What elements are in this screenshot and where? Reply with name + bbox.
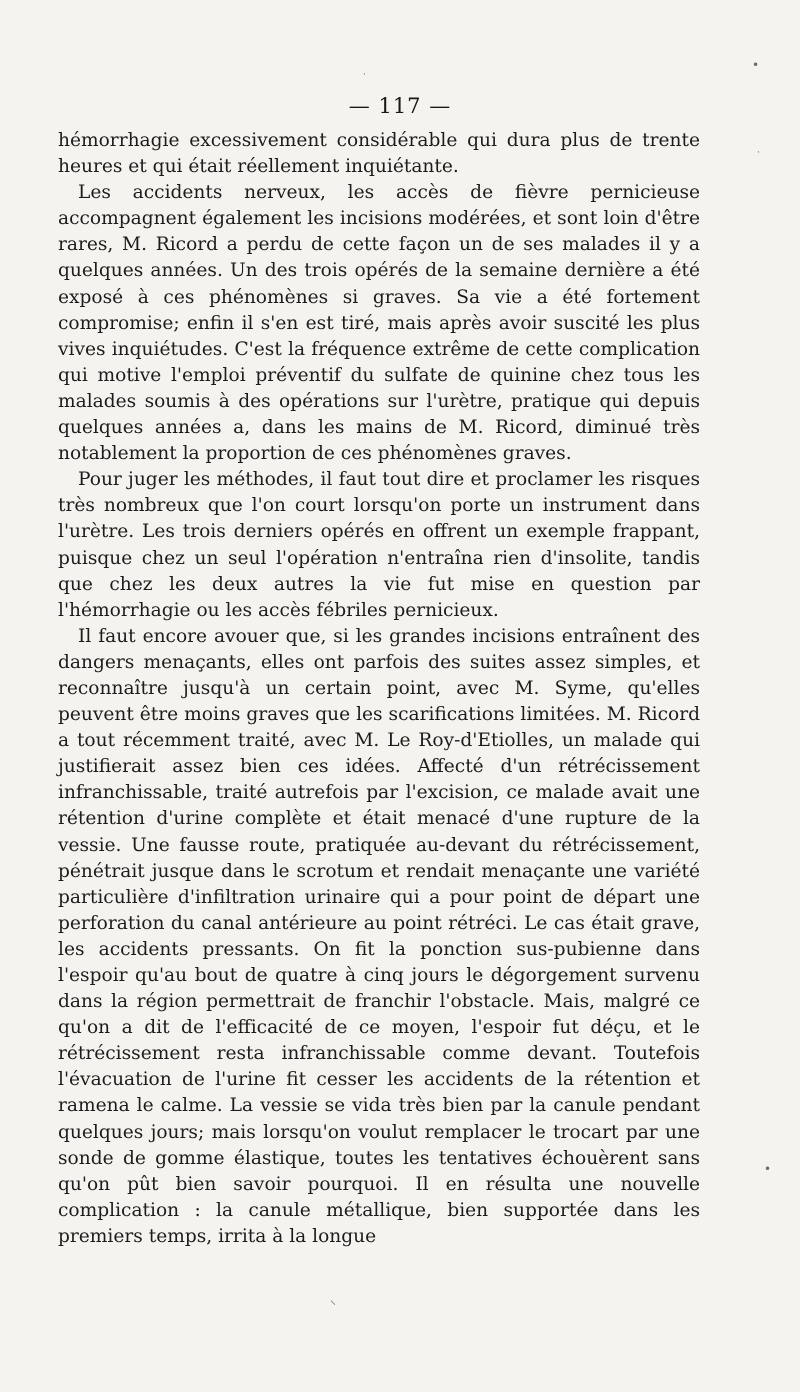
scan-speck: · xyxy=(757,148,760,158)
paragraph: Les accidents nerveux, les accès de fièvre pernicieuse accompagnent également les incisions modérées, et sont loin d'être rares, M. Ricord a perdu de cette façon un de ses malades il y a quelques années. Un des trois opérés de la semaine dernière a été exposé à ces phénomènes si graves. Sa vie a été fortement compromise; enfin il s'en est tiré, mais après avoir suscité les plus vives inquiétudes. C'est la fréquence extrême de cette complication qui motive l'emploi préventif du sulfate de quinine chez tous les malades soumis à des opérations sur l'urètre, pratique qui depuis quelques années a, dans les mains de M. Ricord, diminué très notablement la proportion de ces phénomènes graves. xyxy=(58,182,700,465)
paragraph-continuation: hémorrhagie excessivement considérable qui dura plus de trente heures et qui était réellement inquiétante. xyxy=(58,130,700,178)
scan-speck: • xyxy=(764,1162,772,1176)
scan-speck: ⸌ xyxy=(330,1298,337,1312)
body-text xyxy=(58,128,700,1250)
page-number: — 117 — xyxy=(348,94,452,118)
scan-speck: · xyxy=(363,70,366,80)
paragraph: Pour juger les méthodes, il faut tout dire et proclamer les risques très nombreux que l'on court lorsqu'on porte un instrument dans l'urètre. Les trois derniers opérés en offrent un exemple frappant, puisque chez un seul l'opération n'entraîna rien d'insolite, tandis que chez les deux autres la vie fut mise en question par l'hémorrhagie ou les accès fébriles pernicieux. xyxy=(58,469,700,621)
scan-speck: • xyxy=(752,58,760,72)
paragraph: Il faut encore avouer que, si les grandes incisions entraînent des dangers menaçants, elles ont parfois des suites assez simples, et reconnaître jusqu'à un certain point, avec M. Syme, qu'elles peuvent être moins graves que les scarifications limitées. M. Ricord a tout récemment traité, avec M. Le Roy-d'Etiolles, un malade qui justifierait assez bien ces idées. Affecté d'un rétrécissement infranchissable, traité autrefois par l'excision, ce malade avait une rétention d'urine complète et était menacé d'une rupture de la vessie. Une fausse route, pratiquée au-devant du rétrécissement, pénétrait jusque dans le scrotum et rendait menaçante une variété particulière d'infiltration urinaire qui a pour point de départ une perforation du canal antérieure au point rétréci. Le cas était grave, les accidents pressants. On fit la ponction sus-pubienne dans l'espoir qu'au bout de quatre à cinq jours le dégorgement survenu dans la région permettrait de franchir l'obstacle. Mais, malgré ce qu'on a dit de l'efficacité de ce moyen, l'espoir fut déçu, et le rétrécissement resta infranchissable comme devant. Toutefois l'évacuation de l'urine fit cesser les accidents de la rétention et ramena le calme. La vessie se vida très bien par la canule pendant quelques jours; mais lorsqu'on voulut remplacer le trocart par une sonde de gomme élastique, toutes les tentatives échouèrent sans qu'on pût bien savoir pourquoi. Il en résulta une nouvelle complication : la canule métallique, bien supportée dans les premiers temps, irrita à la longue xyxy=(58,625,700,1247)
